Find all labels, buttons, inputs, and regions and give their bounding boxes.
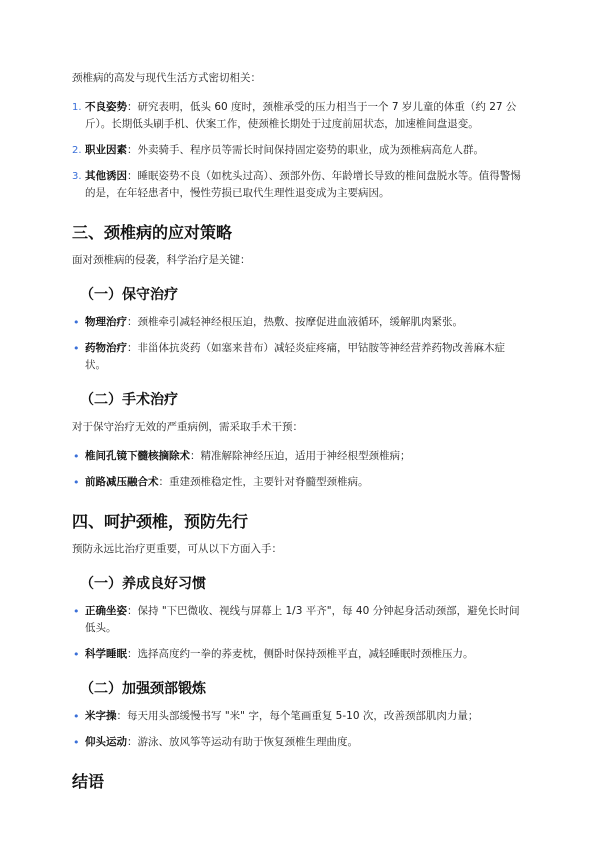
item-text: ：睡眠姿势不良（如枕头过高）、颈部外伤、年龄增长导致的椎间盘脱水等。值得警惕的是，在年轻患者中，慢性劳损已取代生理性退变成为主要病因。	[85, 170, 521, 199]
item-term: 物理治疗	[85, 316, 127, 328]
item-term: 正确坐姿	[85, 605, 127, 617]
bullet-icon: •	[73, 476, 80, 489]
section-intro: 预防永远比治疗更重要，可从以下方面入手：	[72, 543, 282, 555]
treatment-list	[72, 314, 525, 374]
item-text: ：非甾体抗炎药（如塞来昔布）减轻炎症疼痛，甲钴胺等神经营养药物改善麻木症状。	[85, 342, 505, 371]
list-item	[72, 603, 525, 637]
item-text: ：颈椎牵引减轻神经根压迫，热敷、按摩促进血液循环，缓解肌肉紧张。	[127, 316, 463, 328]
item-term: 椎间孔镜下髓核摘除术	[85, 450, 190, 462]
list-item	[72, 734, 525, 751]
item-text: ：每天用头部缓慢书写 "米" 字，每个笔画重复 5-10 次，改善颈部肌肉力量；	[116, 710, 479, 722]
item-term: 药物治疗	[85, 342, 127, 354]
habits-list	[72, 603, 525, 663]
item-term: 前路减压融合术	[85, 476, 159, 488]
list-number: 1.	[72, 102, 82, 113]
bullet-icon: •	[73, 648, 80, 661]
list-item	[72, 448, 525, 465]
item-text: ：游泳、放风筝等运动有助于恢复颈椎生理曲度。	[127, 736, 358, 748]
item-text: ：研究表明，低头 60 度时，颈椎承受的压力相当于一个 7 岁儿童的体重（约 27 公斤）。长期低头刷手机、伏案工作，使颈椎长期处于过度前屈状态，加速椎间盘退变。	[85, 101, 517, 130]
item-text: ：精准解除神经压迫，适用于神经根型颈椎病；	[190, 450, 411, 462]
bullet-icon: •	[73, 605, 80, 618]
item-text: ：选择高度约一拳的荞麦枕，侧卧时保持颈椎平直，减轻睡眠时颈椎压力。	[127, 648, 474, 660]
list-item	[72, 142, 525, 159]
item-term: 米字操	[85, 710, 117, 722]
item-text: ：保持 "下巴微收、视线与屏幕上 1/3 平齐"，每 40 分钟起身活动颈部，避免长时间低头。	[85, 605, 520, 634]
subsection-heading: （一）养成良好习惯	[80, 576, 206, 592]
bullet-icon: •	[73, 450, 80, 463]
causes-list	[72, 99, 525, 202]
item-term: 不良姿势	[85, 101, 127, 113]
section-heading: 四、呵护颈椎，预防先行	[72, 512, 249, 531]
subsection-heading: （二）手术治疗	[80, 392, 178, 408]
item-text: ：重建颈椎稳定性，主要针对脊髓型颈椎病。	[158, 476, 369, 488]
list-item	[72, 708, 525, 725]
surgery-list	[72, 448, 525, 491]
section-heading: 三、颈椎病的应对策略	[72, 223, 233, 242]
list-item	[72, 340, 525, 374]
bullet-icon: •	[73, 736, 80, 749]
item-term: 其他诱因	[85, 170, 127, 182]
list-number: 3.	[72, 171, 82, 182]
list-item	[72, 99, 525, 133]
exercise-list	[72, 708, 525, 751]
item-term: 科学睡眠	[85, 648, 127, 660]
section-intro: 面对颈椎病的侵袭，科学治疗是关键：	[72, 254, 251, 266]
bullet-icon: •	[73, 710, 80, 723]
causes-intro: 颈椎病的高发与现代生活方式密切相关：	[72, 72, 261, 84]
list-number: 2.	[72, 145, 82, 156]
item-term: 职业因素	[85, 144, 127, 156]
list-item	[72, 474, 525, 491]
item-text: ：外卖骑手、程序员等需长时间保持固定姿势的职业，成为颈椎病高危人群。	[127, 144, 484, 156]
bullet-icon: •	[73, 316, 80, 329]
list-item	[72, 314, 525, 331]
list-item	[72, 168, 525, 202]
list-item	[72, 646, 525, 663]
subsection-heading: （二）加强颈部锻炼	[80, 681, 206, 697]
bullet-icon: •	[73, 342, 80, 355]
item-term: 仰头运动	[85, 736, 127, 748]
conclusion-heading: 结语	[72, 772, 105, 791]
subsection-intro: 对于保守治疗无效的严重病例，需采取手术干预：	[72, 421, 303, 433]
subsection-heading: （一）保守治疗	[80, 287, 178, 303]
